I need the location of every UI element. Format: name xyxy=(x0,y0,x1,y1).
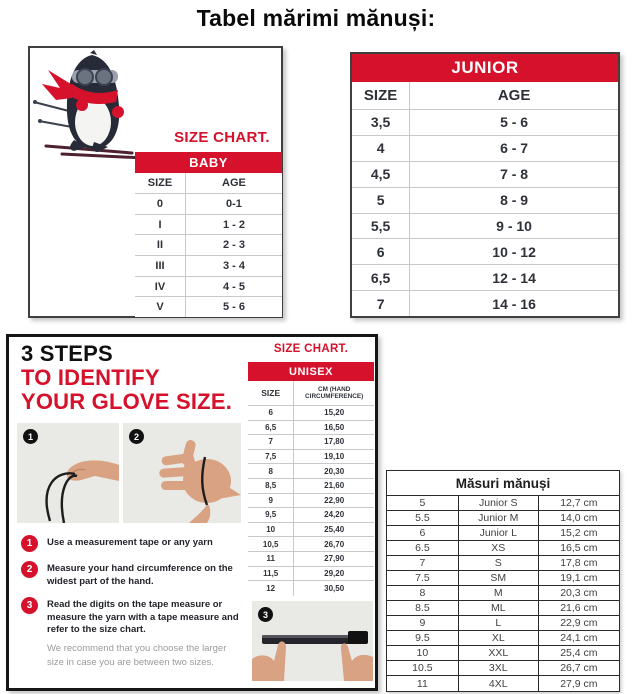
step-number-badge: 1 xyxy=(21,535,38,552)
table-cell: 8 - 9 xyxy=(409,188,618,213)
table-cell: 7.5 xyxy=(415,572,430,584)
table-row xyxy=(352,214,618,240)
table-cell: 11 xyxy=(266,554,275,564)
table-cell: 9.5 xyxy=(415,632,430,644)
baby-panel xyxy=(28,46,283,318)
table-row xyxy=(387,646,619,661)
step-item xyxy=(21,597,239,637)
table-cell: 5 xyxy=(376,192,385,209)
table-cell: S xyxy=(458,556,538,570)
table-cell: XL xyxy=(458,631,538,645)
table-cell: 14,0 cm xyxy=(538,511,619,525)
table-row xyxy=(248,464,374,479)
column-header-size: SIZE xyxy=(147,177,173,189)
recommendation-note: We recommend that you choose the larger size in case you are between two sizes. xyxy=(47,643,227,668)
table-cell: 25,4 cm xyxy=(538,646,619,660)
column-header-age: AGE xyxy=(185,173,282,193)
table-row xyxy=(387,496,619,511)
table-cell: XXL xyxy=(458,646,538,660)
table-cell: 8,5 xyxy=(265,481,277,491)
table-cell: 12,7 cm xyxy=(538,496,619,510)
table-row xyxy=(387,556,619,571)
step-text: Read the digits on the tape measure or measure the yarn with a tape measure and refer to the size chart. xyxy=(47,599,239,635)
baby-size-table xyxy=(135,152,282,317)
table-cell: 4,5 xyxy=(370,166,391,183)
table-cell: I xyxy=(158,218,162,231)
table-cell: 4XL xyxy=(458,676,538,691)
steps-list xyxy=(21,535,239,646)
table-cell: 6,5 xyxy=(370,269,391,286)
junior-table-header xyxy=(352,82,618,110)
table-cell: 17,8 cm xyxy=(538,556,619,570)
step-number-badge: 2 xyxy=(21,561,38,578)
table-row xyxy=(248,537,374,552)
table-cell: 6 - 7 xyxy=(409,136,618,161)
table-row xyxy=(248,421,374,436)
table-cell: 3,5 xyxy=(370,114,391,131)
table-row xyxy=(135,235,282,256)
table-row xyxy=(248,581,374,596)
heading-line-3: YOUR GLOVE SIZE. xyxy=(21,389,233,414)
step-item xyxy=(21,561,239,588)
table-cell: 27,9 cm xyxy=(538,676,619,691)
table-row xyxy=(135,256,282,277)
table-cell: 9 xyxy=(419,617,426,629)
table-row xyxy=(135,194,282,215)
photo-badge-3: 3 xyxy=(258,607,273,622)
junior-panel xyxy=(350,52,620,318)
junior-size-table xyxy=(352,54,618,316)
table-cell: 14 - 16 xyxy=(409,291,618,316)
table-row xyxy=(248,435,374,450)
table-row xyxy=(387,676,619,691)
table-cell: 11 xyxy=(416,677,428,690)
table-cell: 6.5 xyxy=(415,542,430,554)
table-cell: Junior S xyxy=(458,496,538,510)
table-row xyxy=(387,526,619,541)
table-cell: IV xyxy=(154,280,166,293)
table-row xyxy=(248,406,374,421)
table-cell: 15,20 xyxy=(293,406,374,420)
table-cell: 11,5 xyxy=(263,568,279,578)
table-row xyxy=(135,297,282,317)
table-cell: 6 xyxy=(376,243,385,260)
table-cell: 8 xyxy=(268,466,273,476)
junior-table-body xyxy=(352,110,618,316)
unisex-size-table xyxy=(248,362,374,596)
photo-yarn-around-palm xyxy=(123,423,241,523)
table-cell: 10.5 xyxy=(412,662,433,674)
photo-yarn-in-hand xyxy=(17,423,119,523)
table-cell: SM xyxy=(458,571,538,585)
table-cell: 2 - 3 xyxy=(185,235,282,255)
baby-table-header xyxy=(135,173,282,194)
table-cell: XS xyxy=(458,541,538,555)
table-cell: 22,9 cm xyxy=(538,616,619,630)
table-row xyxy=(135,215,282,236)
table-cell: 0-1 xyxy=(185,194,282,214)
table-row xyxy=(387,541,619,556)
table-row xyxy=(387,631,619,646)
table-cell: L xyxy=(458,616,538,630)
table-row xyxy=(248,567,374,582)
table-cell: ML xyxy=(458,601,538,615)
step-text: Measure your hand circumference on the widest part of the hand. xyxy=(47,563,233,587)
table-cell: 17,80 xyxy=(293,435,374,449)
table-cell: 27,90 xyxy=(293,552,374,566)
table-cell: 5,5 xyxy=(370,217,391,234)
steps-panel xyxy=(6,334,378,691)
table-cell: II xyxy=(156,239,164,252)
table-row xyxy=(352,188,618,214)
table-cell: 26,70 xyxy=(293,537,374,551)
table-row xyxy=(387,586,619,601)
table-cell: 3 - 4 xyxy=(185,256,282,276)
table-row xyxy=(248,450,374,465)
table-cell: 16,50 xyxy=(293,421,374,435)
table-row xyxy=(387,616,619,631)
table-cell: 21,6 cm xyxy=(538,601,619,615)
table-row xyxy=(248,523,374,538)
unisex-table-header xyxy=(248,381,374,406)
photo-tape-measure xyxy=(252,601,373,681)
table-row xyxy=(248,508,374,523)
table-cell: 19,10 xyxy=(293,450,374,464)
table-row xyxy=(387,511,619,526)
table-cell: 22,90 xyxy=(293,494,374,508)
heading-line-2: TO IDENTIFY xyxy=(21,365,160,390)
table-cell: 10 - 12 xyxy=(409,239,618,264)
table-cell: 30,50 xyxy=(293,581,374,596)
unisex-column xyxy=(248,343,374,596)
table-cell: 10 xyxy=(416,647,429,659)
table-cell: 9,5 xyxy=(265,510,277,520)
table-cell: Junior M xyxy=(458,511,538,525)
table-cell: 21,60 xyxy=(293,479,374,493)
table-cell: 15,2 cm xyxy=(538,526,619,540)
photo-badge-1: 1 xyxy=(23,429,38,444)
table-cell: M xyxy=(458,586,538,600)
table-row xyxy=(248,494,374,509)
column-header-age: AGE xyxy=(409,82,618,109)
table-row xyxy=(352,239,618,265)
table-cell: 4 - 5 xyxy=(185,277,282,297)
table-cell: 29,20 xyxy=(293,567,374,581)
table-row xyxy=(248,479,374,494)
step-number-badge: 3 xyxy=(21,597,38,614)
table-cell: 12 - 14 xyxy=(409,265,618,290)
table-cell: 7 - 8 xyxy=(409,162,618,187)
table-cell: 25,40 xyxy=(293,523,374,537)
junior-table-title: JUNIOR xyxy=(352,54,618,82)
column-header-size: SIZE xyxy=(261,388,281,398)
table-row xyxy=(387,571,619,586)
table-cell: 5 xyxy=(419,497,426,509)
table-cell: 7 xyxy=(268,437,273,447)
table-cell: 24,20 xyxy=(293,508,374,522)
heading-line-1: 3 STEPS xyxy=(21,341,113,366)
table-row xyxy=(352,162,618,188)
table-cell: 20,3 cm xyxy=(538,586,619,600)
table-cell: 5.5 xyxy=(415,512,430,524)
table-cell: 6 xyxy=(419,527,426,539)
table-cell: 10 xyxy=(266,525,276,535)
size-chart-label: SIZE CHART. xyxy=(273,343,349,355)
table-cell: 5 - 6 xyxy=(409,110,618,135)
table-cell: 6 xyxy=(268,408,273,418)
table-row xyxy=(135,277,282,298)
unisex-table-body xyxy=(248,406,374,596)
table-row xyxy=(248,552,374,567)
size-chart-label: SIZE CHART. xyxy=(174,129,270,146)
table-row xyxy=(352,136,618,162)
baby-table-body xyxy=(135,194,282,317)
table-cell: 8 xyxy=(419,587,426,599)
table-cell: III xyxy=(155,259,165,272)
penguin-icon xyxy=(30,50,160,164)
table-cell: 20,30 xyxy=(293,464,374,478)
steps-heading xyxy=(21,342,232,414)
column-header-size: SIZE xyxy=(363,87,398,104)
table-cell: 7 xyxy=(419,557,426,569)
table-row xyxy=(352,291,618,316)
photo-badge-2: 2 xyxy=(129,429,144,444)
masuri-table-body xyxy=(387,496,619,691)
table-cell: 7,5 xyxy=(265,452,277,462)
table-cell: 7 xyxy=(376,295,385,312)
table-cell: V xyxy=(156,301,164,314)
table-cell: 10,5 xyxy=(262,539,279,549)
table-cell: 26,7 cm xyxy=(538,661,619,675)
table-cell: Junior L xyxy=(458,526,538,540)
table-row xyxy=(387,661,619,676)
table-cell: 19,1 cm xyxy=(538,571,619,585)
table-row xyxy=(352,265,618,291)
masuri-manusi-table xyxy=(386,470,620,692)
table-cell: 16,5 cm xyxy=(538,541,619,555)
table-cell: 5 - 6 xyxy=(185,297,282,317)
column-header-cm: CM (HAND CIRCUMFERENCE) xyxy=(293,381,374,405)
table-cell: 3XL xyxy=(458,661,538,675)
table-cell: 1 - 2 xyxy=(185,215,282,235)
table-cell: 9 xyxy=(268,495,273,505)
masuri-table-title: Măsuri mănuși xyxy=(387,471,619,496)
step-text: Use a measurement tape or any yarn xyxy=(47,537,213,548)
baby-table-title: BABY xyxy=(135,152,282,173)
step-item xyxy=(21,535,239,552)
table-cell: 6,5 xyxy=(265,422,277,432)
table-cell: 24,1 cm xyxy=(538,631,619,645)
page-title: Tabel mărimi mănuși: xyxy=(196,5,436,31)
table-cell: 8.5 xyxy=(415,602,430,614)
table-row xyxy=(387,601,619,616)
table-row xyxy=(352,110,618,136)
table-cell: 12 xyxy=(266,583,276,593)
skiing-penguin-illustration xyxy=(30,50,160,164)
table-cell: 4 xyxy=(376,140,385,157)
table-cell: 0 xyxy=(156,197,164,210)
table-cell: 9 - 10 xyxy=(409,214,618,239)
unisex-table-title: UNISEX xyxy=(248,362,374,381)
